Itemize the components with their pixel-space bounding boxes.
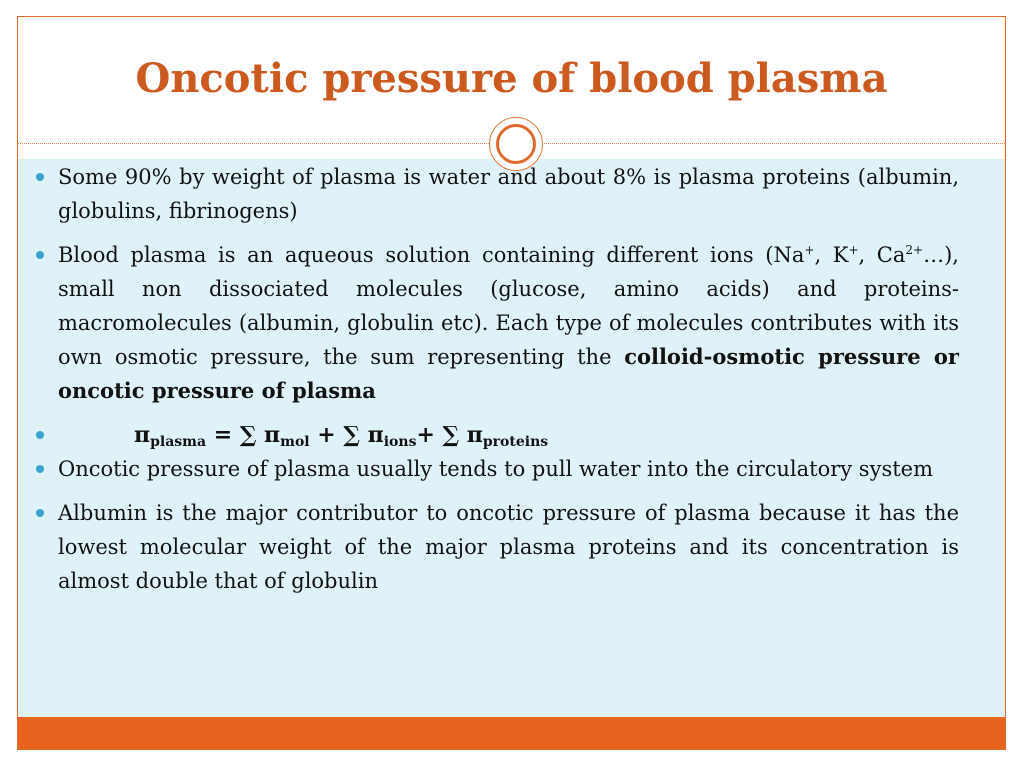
bullet-text: Oncotic pressure of plasma usually tends to pull water into the circulatory system bbox=[58, 457, 933, 481]
bullet-dot-icon bbox=[36, 509, 44, 517]
bullet-item-albumin bbox=[36, 496, 959, 598]
superscript-charge: + bbox=[804, 243, 815, 257]
bullet-dot-icon bbox=[36, 251, 44, 259]
bold-term: colloid-osmotic pressure or oncotic pressure of plasma bbox=[58, 344, 959, 403]
formula-op: + ∑ bbox=[309, 422, 368, 448]
formula-sub: mol bbox=[280, 434, 310, 450]
bullet-list bbox=[36, 160, 959, 608]
bullet-dot-icon bbox=[36, 173, 44, 181]
footer-bar bbox=[18, 717, 1005, 750]
formula-sub: ions bbox=[383, 434, 417, 450]
bullet-text-part: , Ca bbox=[858, 243, 906, 267]
formula-pi: π bbox=[367, 422, 384, 448]
bullet-item-pull-water bbox=[36, 452, 959, 486]
bullet-text: Albumin is the major contributor to oncotic pressure of plasma because it has the lowest molecular weight of the major plasma proteins and its concentration is almost double that of globulin bbox=[58, 501, 959, 593]
bullet-text-part: , K bbox=[814, 243, 849, 267]
bullet-dot-icon bbox=[36, 431, 44, 439]
bullet-text-part: Blood plasma is an aqueous solution containing different ions (Na bbox=[58, 243, 805, 267]
bullet-text-part: …), small non dissociated molecules (glucose, amino acids) and proteins- macromolecules (albumin, globulin etc). Each type of molecules contributes with its own osmotic pressure, the sum representing the bbox=[58, 243, 959, 369]
bullet-text: Some 90% by weight of plasma is water and about 8% is plasma proteins (albumin, globulins, fibrinogens) bbox=[58, 165, 959, 223]
superscript-charge: 2+ bbox=[905, 243, 924, 257]
formula-sub: plasma bbox=[150, 434, 207, 450]
slide-title: Oncotic pressure of blood plasma bbox=[135, 55, 888, 102]
bullet-item-water bbox=[36, 160, 959, 228]
formula-op: = ∑ bbox=[206, 422, 265, 448]
oncotic-formula bbox=[58, 422, 548, 448]
superscript-charge: + bbox=[848, 243, 859, 257]
bullet-dot-icon bbox=[36, 465, 44, 473]
bullet-item-formula bbox=[36, 418, 959, 452]
circle-ornament-inner bbox=[496, 124, 536, 164]
formula-sub: proteins bbox=[482, 434, 549, 450]
formula-pi: π bbox=[466, 422, 483, 448]
formula-pi: π bbox=[134, 422, 151, 448]
bullet-item-composition bbox=[36, 238, 959, 408]
formula-op: + ∑ bbox=[416, 422, 467, 448]
formula-pi: π bbox=[264, 422, 281, 448]
